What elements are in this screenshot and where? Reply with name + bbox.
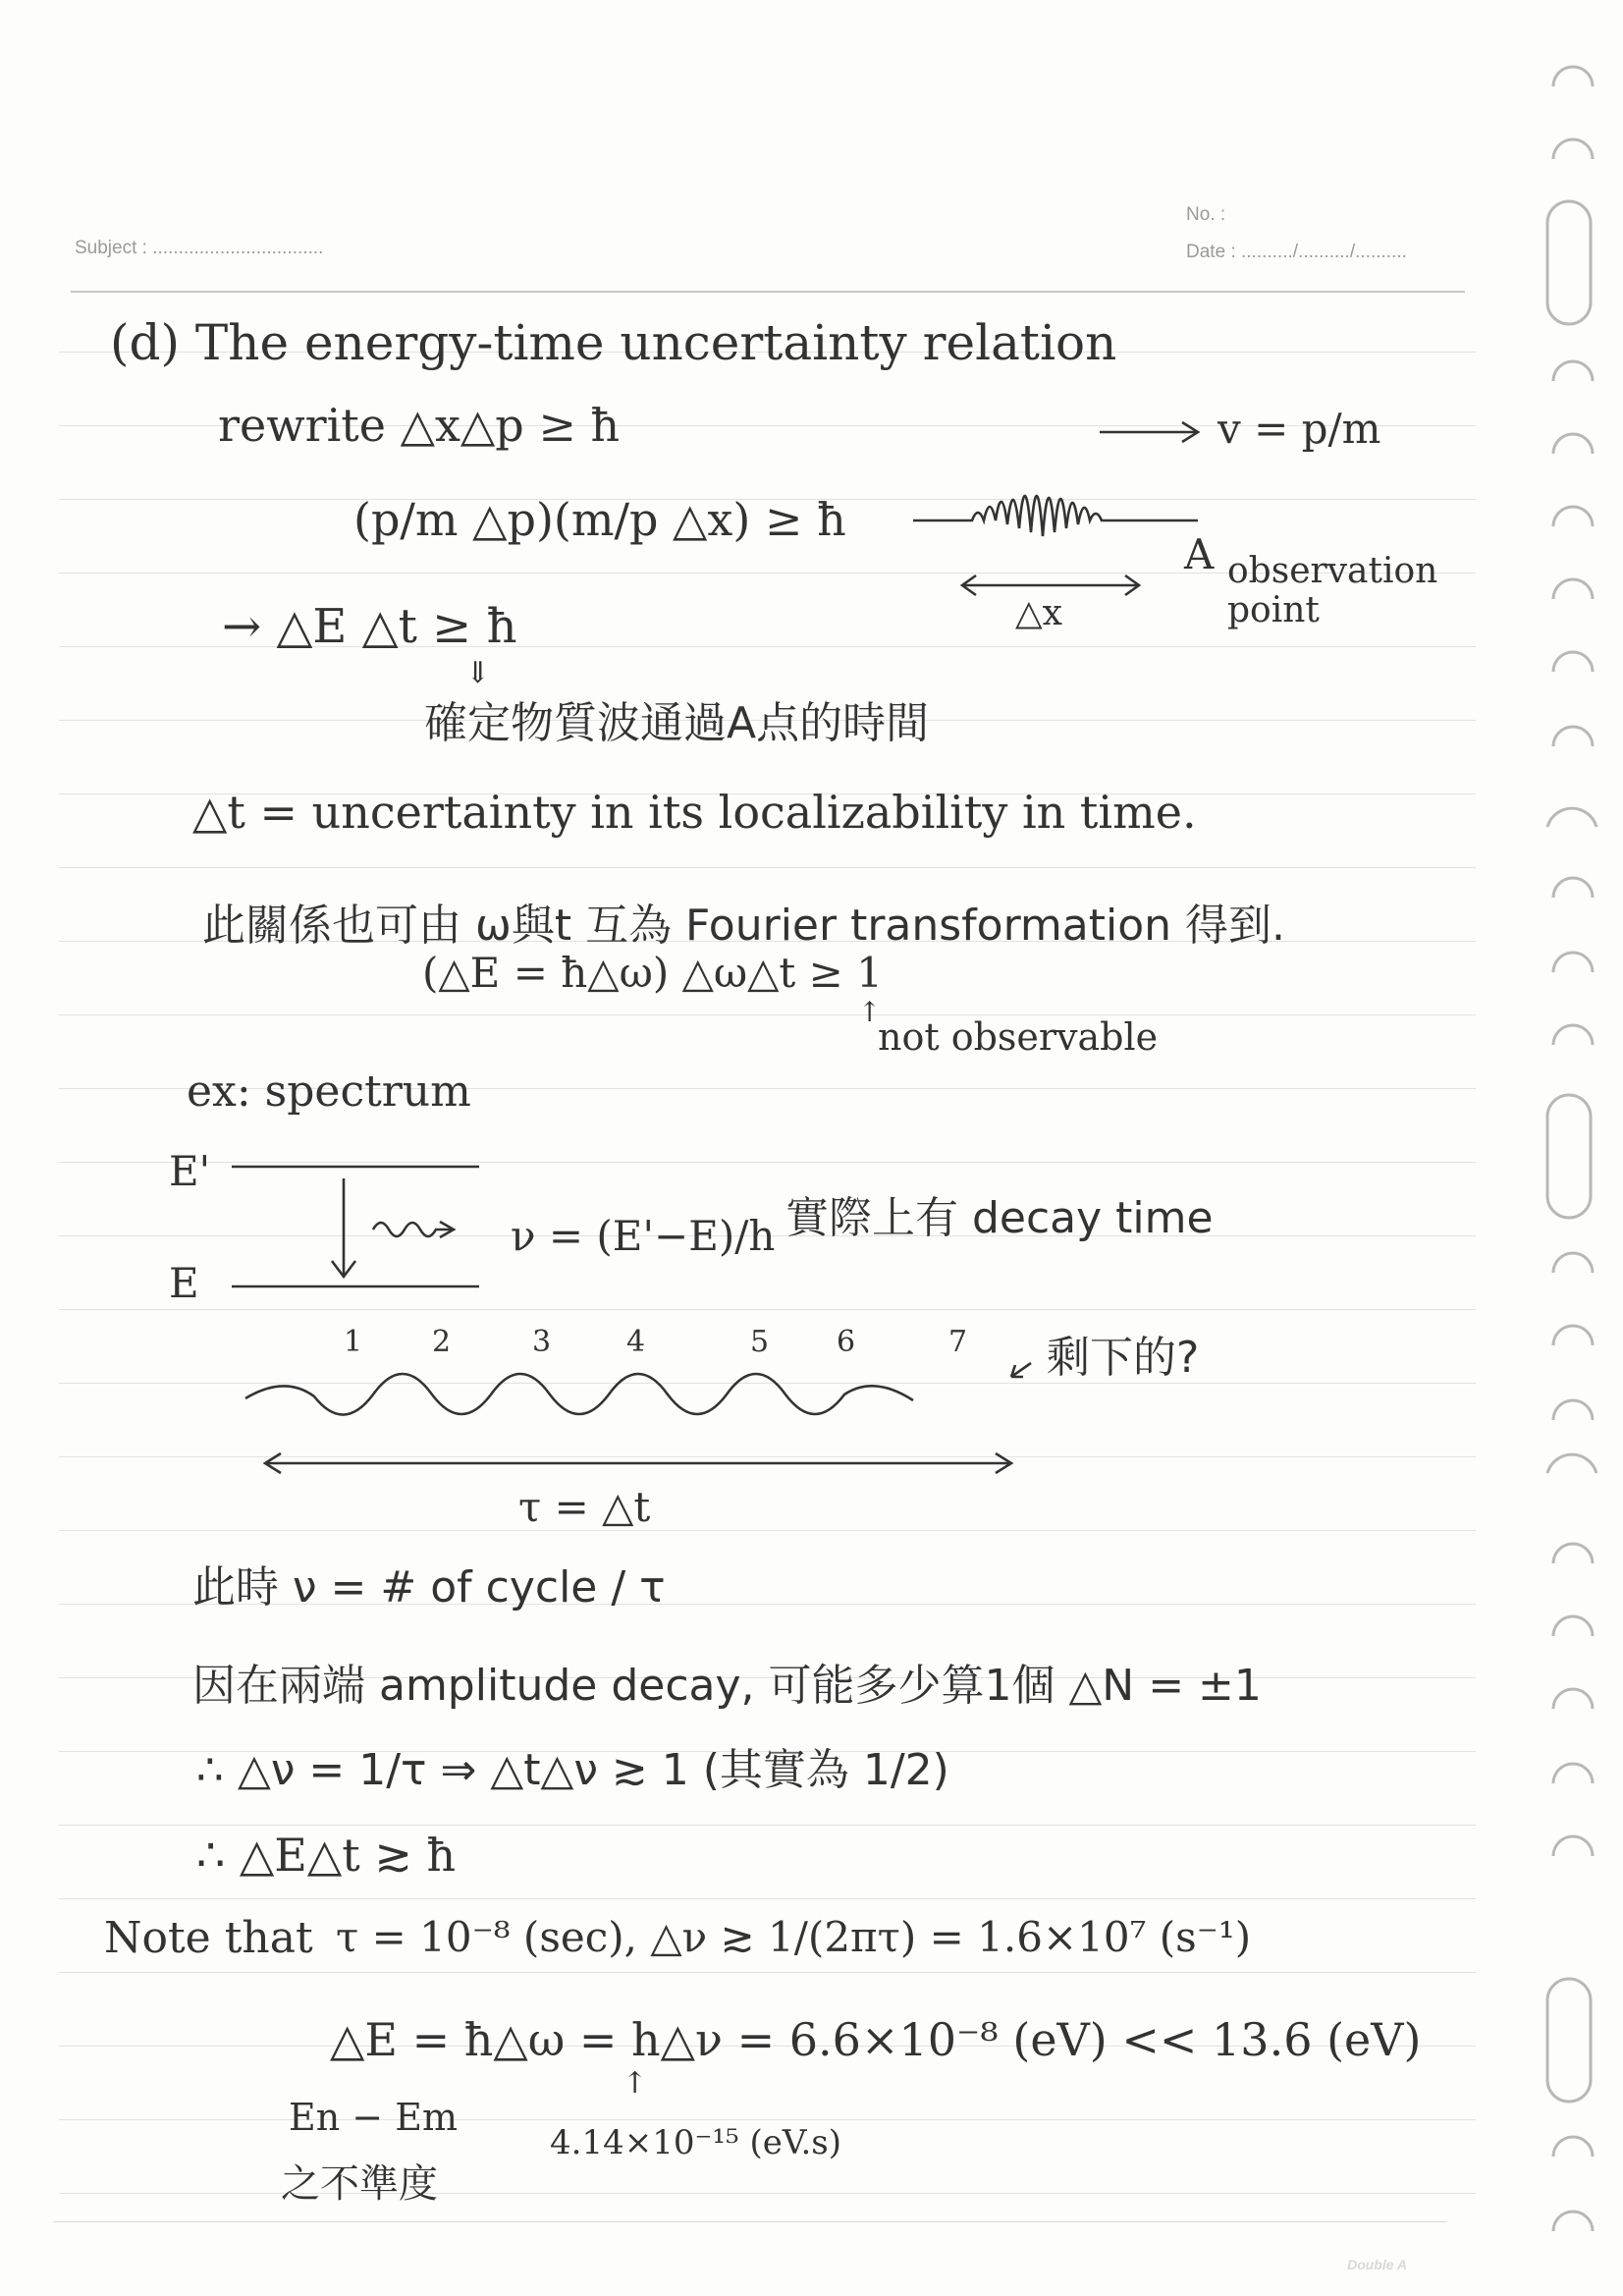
tau-arrow	[265, 1453, 1011, 1473]
header-rule	[71, 291, 1465, 293]
ruled-line	[59, 1825, 1476, 1826]
step2-note: 確定物質波通過A点的時間	[424, 698, 930, 748]
ruled-line	[59, 1898, 1476, 1899]
cycle-number: 7	[948, 1325, 968, 1359]
cycle-number: 1	[344, 1325, 363, 1359]
point-A-label: A	[1184, 530, 1215, 578]
example-label: ex: spectrum	[187, 1066, 471, 1117]
velocity-arrow	[1100, 422, 1198, 442]
cycle-frequency: 此時 ν = # of cycle / τ	[192, 1562, 666, 1613]
step2-equation: → △E △t ≥ ħ	[222, 599, 517, 654]
amplitude-note: 因在兩端 amplitude decay, 可能多少算1個 △N = ±1	[192, 1661, 1262, 1711]
dx-arrow	[962, 575, 1139, 595]
observation-point-label: observation point	[1227, 551, 1438, 630]
frequency-equation: ν = (E'−E)/h	[511, 1212, 776, 1260]
decay-wave-curve	[245, 1374, 913, 1415]
cycle-number: 3	[532, 1325, 552, 1359]
not-observable-note: not observable	[878, 1015, 1159, 1059]
cycle-number: 4	[626, 1325, 646, 1359]
ruled-line	[59, 2193, 1476, 2194]
lower-level-label: E	[169, 1259, 199, 1307]
energy-uncertainty-equation: △E = ħ△ω = h△ν = 6.6×10⁻⁸ (eV) << 13.6 (eV)	[330, 2013, 1422, 2066]
brand-logo: Double A	[1347, 2257, 1407, 2272]
remaining-arrow	[1011, 1363, 1031, 1377]
subject-label: Subject : .................................	[75, 238, 324, 258]
decay-time-note: 實際上有 decay time	[785, 1193, 1214, 1243]
fourier-equation: (△E = ħ△ω) △ω△t ≥ 1	[422, 949, 883, 997]
binder-holes	[1532, 0, 1620, 2296]
step1-equation: (p/m △p)(m/p △x) ≥ ħ	[353, 493, 846, 546]
fourier-note: 此關係也可由 ω與t 互為 Fourier transformation 得到.	[202, 901, 1285, 951]
ruled-line	[59, 2119, 1476, 2120]
decay-wave-diagram	[226, 1316, 1090, 1493]
section-title: (d) The energy-time uncertainty relation	[110, 314, 1117, 371]
upper-level-label: E'	[169, 1147, 211, 1195]
ruled-line	[59, 1972, 1476, 1973]
dt-definition: △t = uncertainty in its localizability in time.	[192, 786, 1197, 839]
uncertainty-label: 之不準度	[281, 2161, 438, 2207]
cycle-number: 6	[837, 1325, 856, 1359]
ruled-line	[59, 867, 1476, 868]
remaining-note: 剩下的?	[1047, 1333, 1200, 1383]
dEdt-result: ∴ △E△t ≳ ħ	[196, 1829, 457, 1882]
wave-velocity: v = p/m	[1217, 405, 1381, 453]
dnu-equation: ∴ △ν = 1/τ ⇒ △t△ν ≳ 1 (其實為 1/2)	[196, 1745, 949, 1795]
En-Em-label: En − Em	[289, 2096, 458, 2139]
ruled-line	[59, 1530, 1476, 1531]
cycle-number: 5	[750, 1325, 770, 1359]
planck-constant-value: 4.14×10⁻¹⁵ (eV.s)	[550, 2123, 841, 2162]
dx-label: △x	[1015, 593, 1062, 633]
up-arrow: ↑	[858, 996, 882, 1028]
footer-rule	[53, 2221, 1447, 2222]
number-label: No. :	[1186, 204, 1226, 225]
note-that-label: Note that	[104, 1913, 313, 1963]
photon-wave	[373, 1222, 454, 1237]
ruled-line	[59, 1014, 1476, 1015]
date-label: Date : ........../........../..........	[1186, 242, 1407, 262]
h-arrow: ↑	[622, 2066, 648, 2101]
cycle-number: 2	[432, 1325, 452, 1359]
down-arrow: ⇓	[465, 656, 491, 690]
transition-arrow	[332, 1178, 355, 1277]
tau-equation: τ = △t	[518, 1483, 651, 1531]
note-equation: τ = 10⁻⁸ (sec), △ν ≳ 1/(2πτ) = 1.6×10⁷ (s⁻¹)	[336, 1913, 1252, 1961]
rewrite-line: rewrite △x△p ≥ ħ	[218, 399, 621, 452]
